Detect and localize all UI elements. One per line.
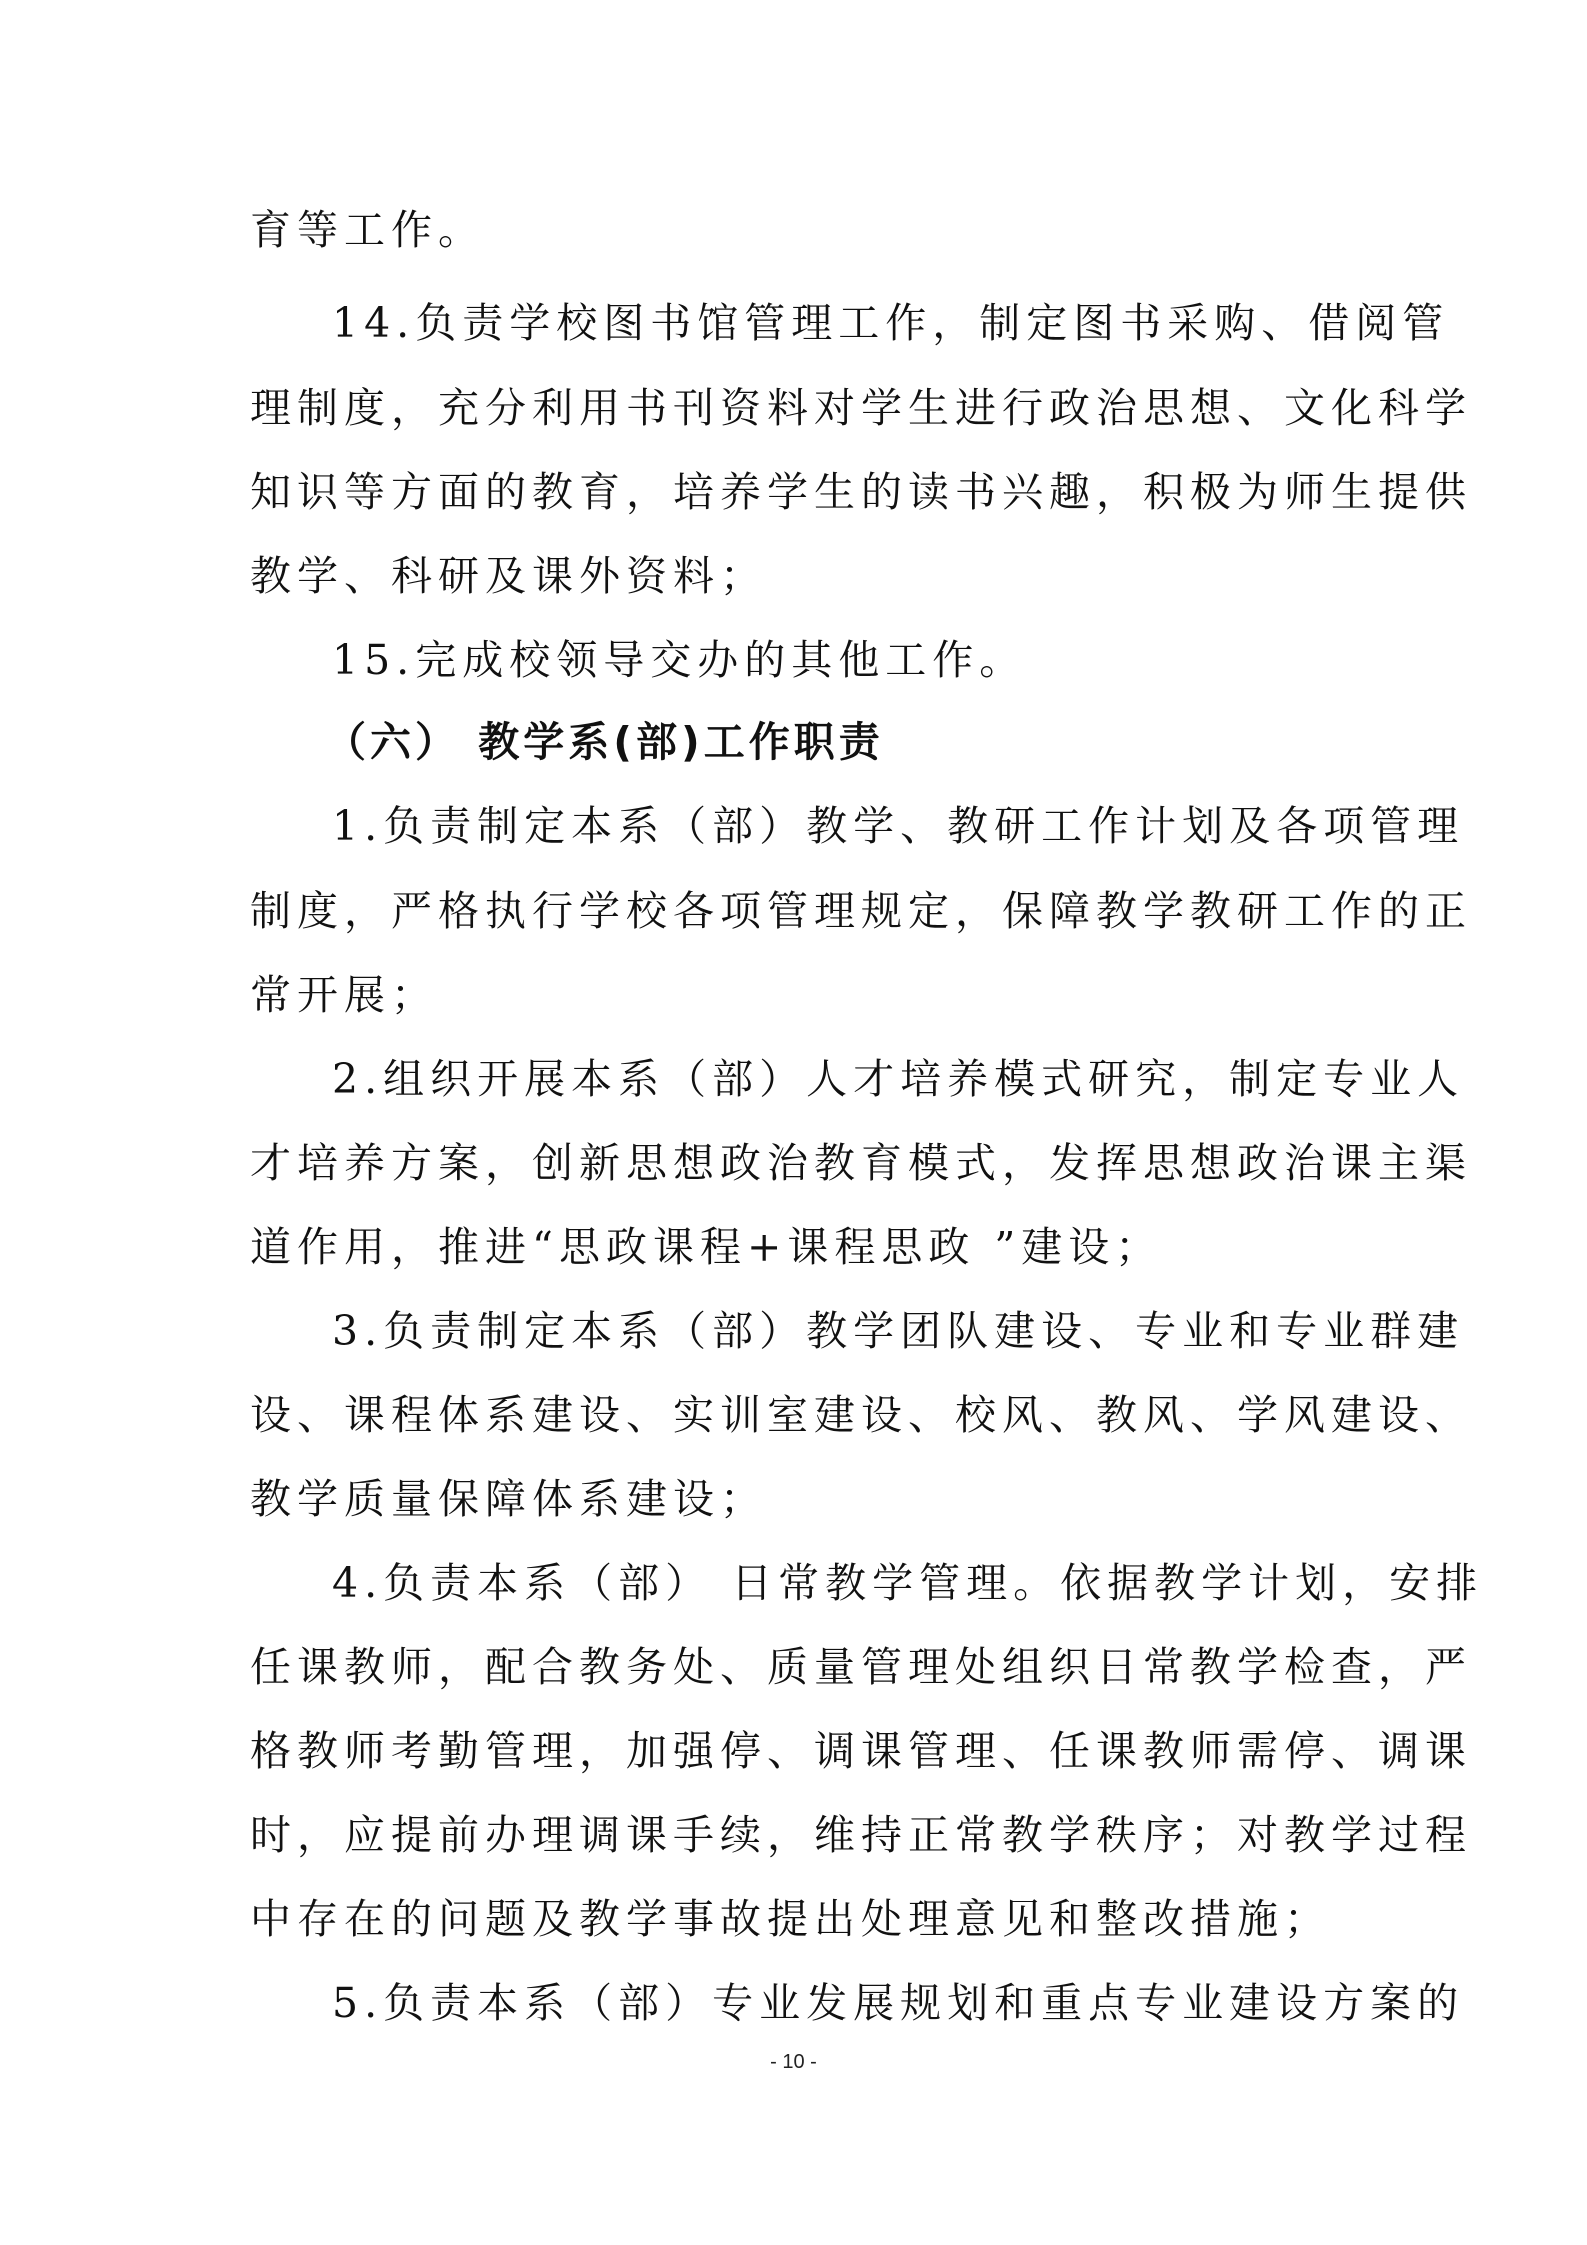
list-item-3: 3.负责制定本系（部）教学团队建设、专业和专业群建: [332, 1307, 1465, 1355]
page-number: - 10 -: [770, 2051, 817, 2073]
section-heading: （六） 教学系(部)工作职责: [325, 718, 884, 766]
text-line: 制度，严格执行学校各项管理规定，保障教学教研工作的正: [250, 887, 1472, 935]
list-item-5: 5.负责本系（部）专业发展规划和重点专业建设方案的: [332, 1979, 1465, 2027]
text-line: 理制度，充分利用书刊资料对学生进行政治思想、文化科学: [250, 384, 1472, 432]
text-line: 育等工作。: [250, 206, 485, 254]
text-line: 任课教师，配合教务处、质量管理处组织日常教学检查，严: [250, 1643, 1472, 1691]
list-item-15: 15.完成校领导交办的其他工作。: [332, 636, 1027, 684]
text-line: 时，应提前办理调课手续，维持正常教学秩序；对教学过程: [250, 1811, 1472, 1859]
list-item-14: 14.负责学校图书馆管理工作，制定图书采购、借阅管: [332, 299, 1450, 347]
text-line: 才培养方案，创新思想政治教育模式，发挥思想政治课主渠: [250, 1139, 1472, 1187]
text-line: 设、课程体系建设、实训室建设、校风、教风、学风建设、: [250, 1391, 1472, 1439]
text-line: 教学、科研及课外资料；: [250, 552, 767, 600]
text-line: 中存在的问题及教学事故提出处理意见和整改措施；: [250, 1895, 1331, 1943]
text-line: 道作用，推进“思政课程+课程思政 ”建设；: [250, 1223, 1163, 1271]
list-item-2: 2.组织开展本系（部）人才培养模式研究，制定专业人: [332, 1055, 1465, 1103]
text-line: 格教师考勤管理，加强停、调课管理、任课教师需停、调课: [250, 1727, 1472, 1775]
list-item-4: 4.负责本系（部） 日常教学管理。依据教学计划，安排: [332, 1559, 1484, 1607]
list-item-1: 1.负责制定本系（部）教学、教研工作计划及各项管理: [332, 802, 1465, 850]
text-line: 常开展；: [250, 971, 438, 1019]
text-line: 知识等方面的教育，培养学生的读书兴趣，积极为师生提供: [250, 468, 1472, 516]
text-line: 教学质量保障体系建设；: [250, 1475, 767, 1523]
